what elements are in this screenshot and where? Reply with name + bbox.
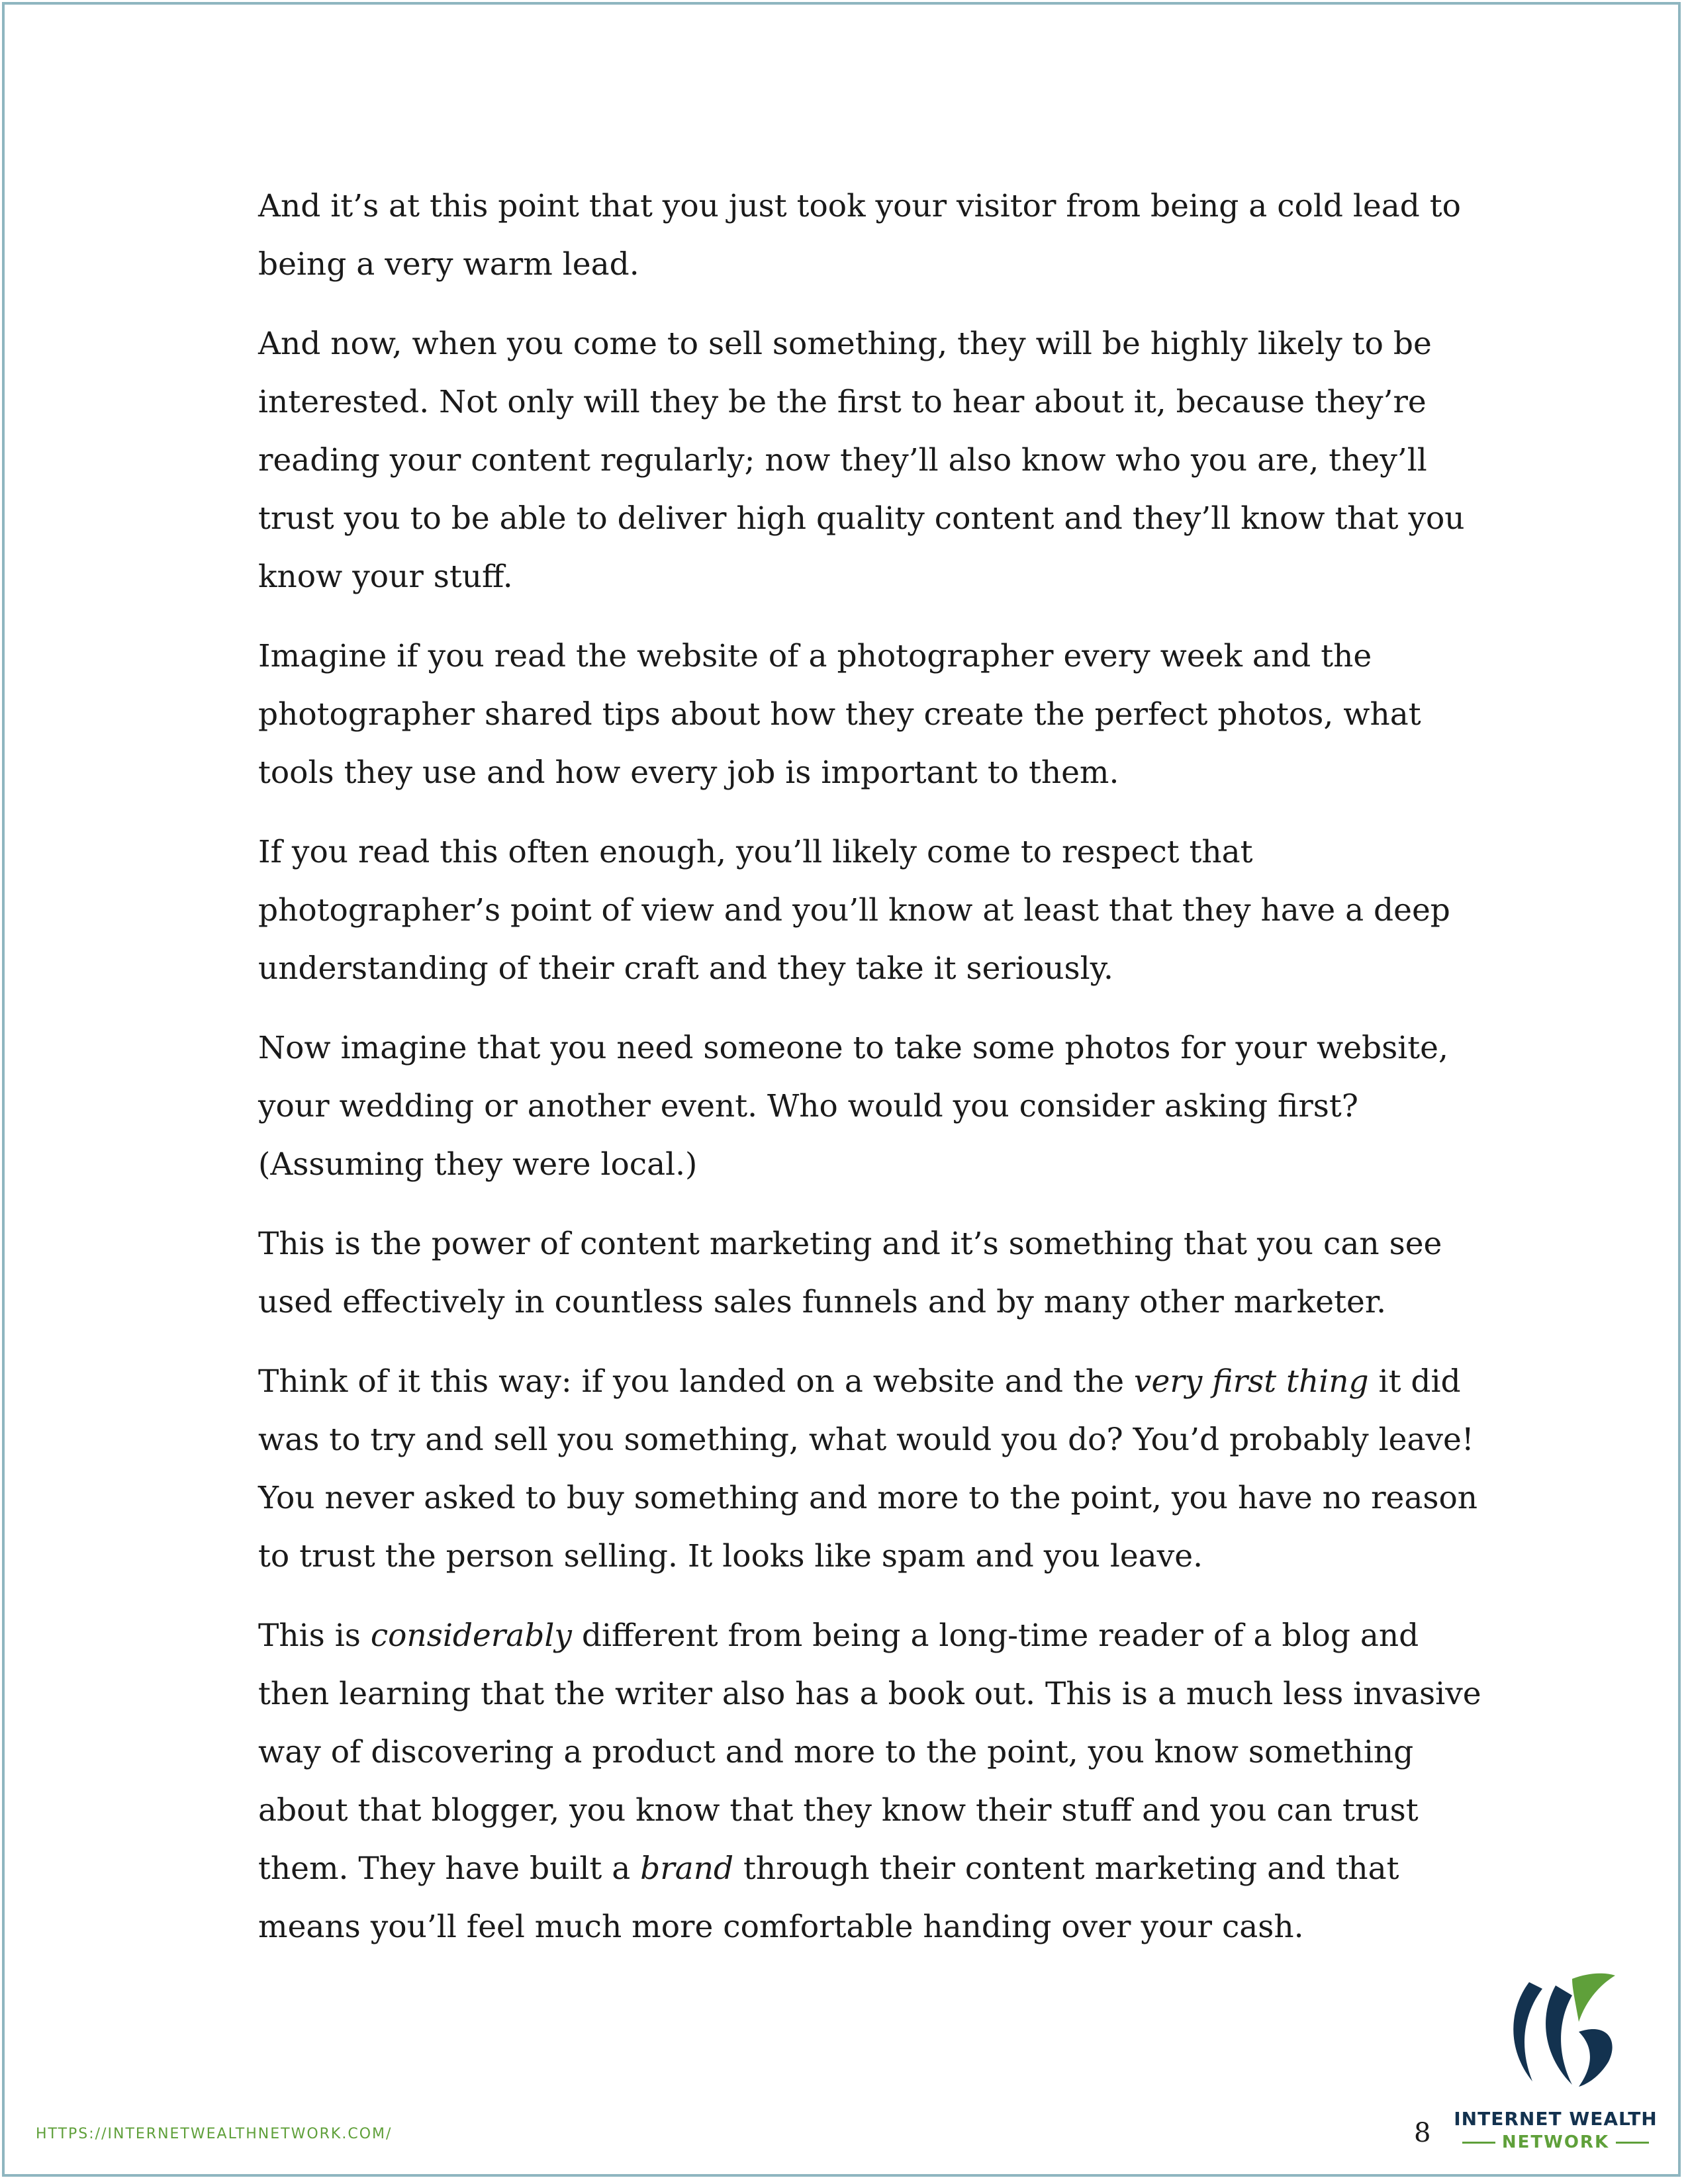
paragraph [258, 1353, 1478, 1586]
text-segment: means you’ll feel much more comfortable handing over your cash. [258, 1909, 1304, 1945]
text-line [258, 432, 1450, 490]
text-segment: Imagine if you read the website of a photographer every week and the [258, 638, 1372, 674]
text-segment: If you read this often enough, you’ll likely come to respect that [258, 834, 1253, 870]
text-line [258, 177, 1461, 236]
text-segment: tools they use and how every job is important to them. [258, 754, 1119, 791]
text-segment: You never asked to buy something and more to the point, you have no reason [258, 1480, 1478, 1516]
text-segment: understanding of their craft and they take it seriously. [258, 950, 1113, 987]
text-line [258, 1215, 1450, 1273]
text-segment: way of discovering a product and more to the point, you know something [258, 1734, 1414, 1770]
text-line [258, 686, 1450, 744]
text-line [258, 236, 1450, 294]
text-segment: know your stuff. [258, 559, 513, 595]
text-segment: This is [258, 1617, 371, 1654]
footer-url-link[interactable]: HTTPS://INTERNETWEALTHNETWORK.COM/ [36, 2126, 393, 2142]
text-segment: it did [1368, 1363, 1461, 1400]
paragraph [258, 1607, 1481, 1956]
text-line [258, 1136, 1450, 1194]
text-line [258, 882, 1450, 940]
text-segment: used effectively in countless sales funnels and by many other marketer. [258, 1284, 1387, 1320]
text-segment: them. They have built a [258, 1850, 641, 1887]
text-line [258, 744, 1450, 802]
text-segment: was to try and sell you something, what would you do? You’d probably leave! [258, 1422, 1474, 1458]
text-segment: (Assuming they were local.) [258, 1146, 698, 1183]
emphasis-text: considerably [370, 1617, 572, 1654]
text-line [258, 1840, 1450, 1898]
paragraph [258, 823, 1450, 998]
text-line [258, 1723, 1450, 1782]
internet-wealth-network-logo [1450, 1969, 1662, 2154]
text-line [258, 373, 1450, 432]
text-segment: being a very warm lead. [258, 246, 639, 283]
emphasis-text: very first thing [1133, 1363, 1369, 1400]
paragraph [258, 627, 1450, 802]
text-line [258, 1353, 1461, 1411]
text-line [258, 1411, 1474, 1469]
logo-text-line1: INTERNET WEALTH [1454, 2108, 1658, 2130]
text-segment: Think of it this way: if you landed on a website and the [258, 1363, 1134, 1400]
text-line [258, 1273, 1450, 1332]
page-number: 8 [1414, 2118, 1431, 2148]
text-segment: This is the power of content marketing and it’s something that you can see [258, 1226, 1442, 1262]
text-line [258, 627, 1450, 686]
text-line [258, 1077, 1450, 1136]
logo-swoosh-icon [1493, 1969, 1618, 2101]
text-line [258, 1607, 1450, 1665]
text-segment: interested. Not only will they be the first to hear about it, because they’re [258, 384, 1427, 420]
text-segment: different from being a long-time reader of a blog and [571, 1617, 1419, 1654]
logo-text-network: NETWORK [1501, 2132, 1610, 2152]
text-line [258, 1469, 1478, 1527]
text-segment: reading your content regularly; now they’ll also know who you are, they’ll [258, 442, 1427, 478]
paragraph [258, 177, 1461, 294]
text-segment: to trust the person selling. It looks like spam and you leave. [258, 1538, 1203, 1574]
text-line [258, 1898, 1450, 1956]
text-segment: trust you to be able to deliver high quality content and they’ll know that you [258, 500, 1465, 537]
text-segment: photographer shared tips about how they create the perfect photos, what [258, 696, 1421, 733]
paragraph [258, 1019, 1450, 1194]
text-line [258, 1527, 1450, 1586]
text-line [258, 315, 1450, 373]
text-segment: Now imagine that you need someone to take some photos for your website, [258, 1030, 1448, 1066]
text-segment: photographer’s point of view and you’ll know at least that they have a deep [258, 892, 1450, 929]
text-line [258, 940, 1450, 998]
text-line [258, 1665, 1481, 1723]
text-segment: your wedding or another event. Who would you consider asking first? [258, 1088, 1359, 1124]
paragraph [258, 1215, 1450, 1332]
text-segment: And now, when you come to sell something, they will be highly likely to be [258, 326, 1432, 362]
emphasis-text: brand [640, 1850, 734, 1887]
text-segment: through their content marketing and that [733, 1850, 1399, 1887]
text-line [258, 490, 1465, 548]
text-line [258, 1019, 1450, 1077]
text-segment: about that blogger, you know that they know their stuff and you can trust [258, 1792, 1419, 1829]
text-line [258, 548, 1450, 606]
paragraph [258, 315, 1465, 606]
text-line [258, 823, 1450, 882]
logo-text-line2 [1450, 2132, 1662, 2152]
text-segment: And it’s at this point that you just took your visitor from being a cold lead to [258, 188, 1461, 224]
body-text [258, 177, 1481, 1978]
text-line [258, 1782, 1450, 1840]
text-segment: then learning that the writer also has a book out. This is a much less invasive [258, 1676, 1481, 1712]
